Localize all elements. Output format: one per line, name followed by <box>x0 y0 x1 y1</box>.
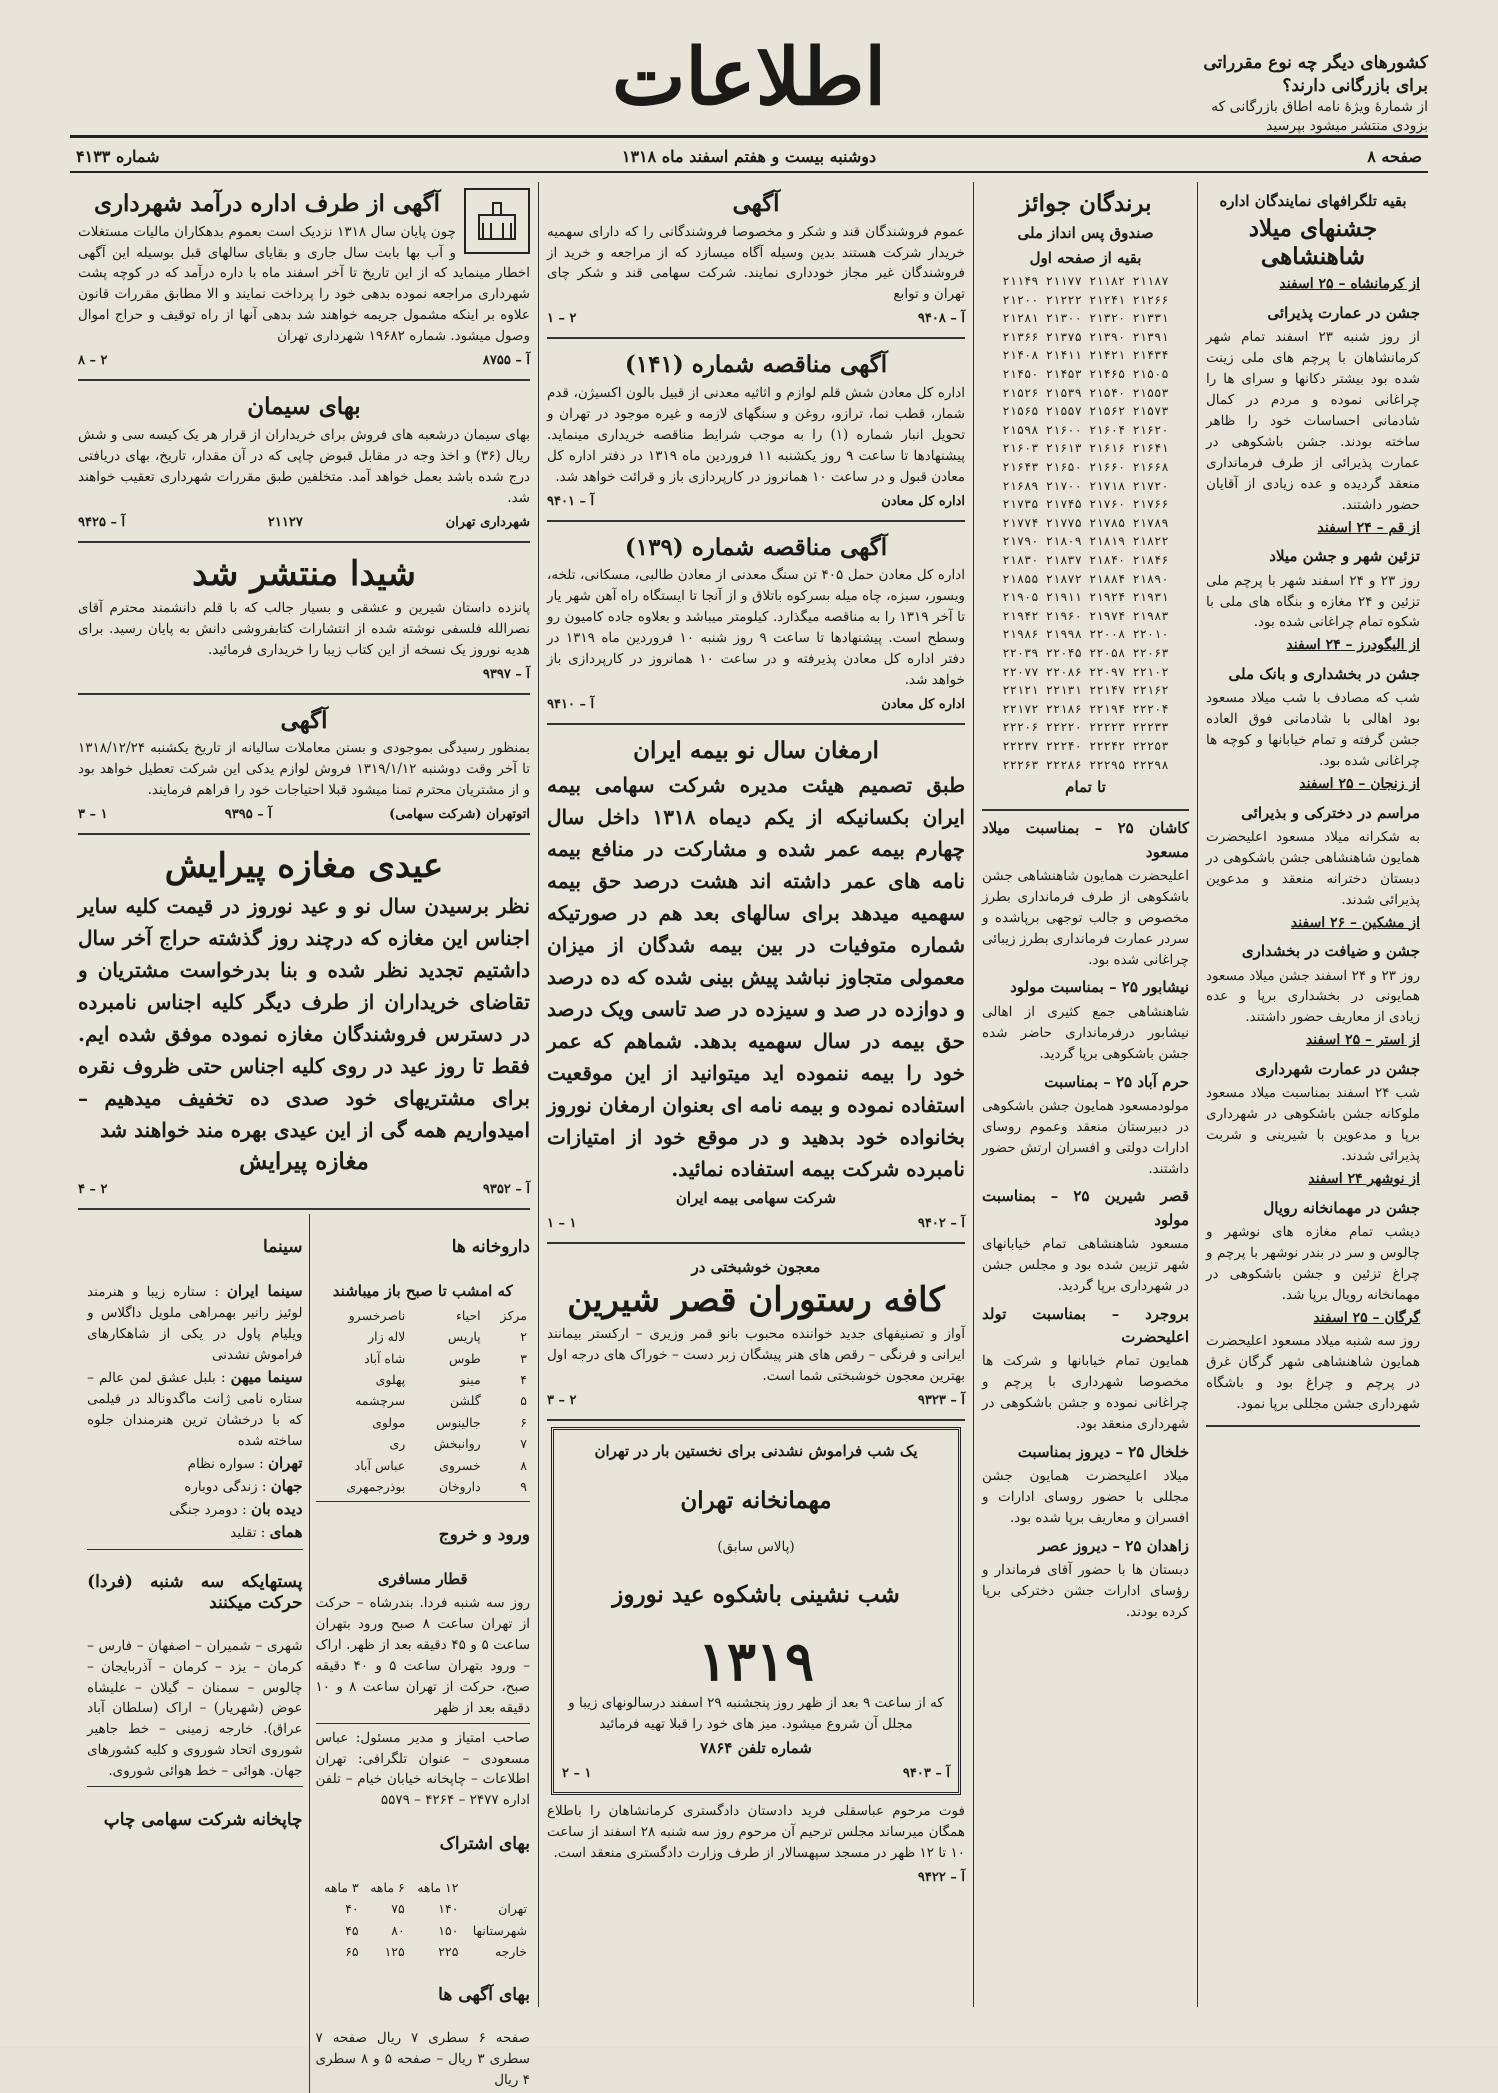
winners-row: ۲۱۷۷۴ ۲۱۷۷۵ ۲۱۷۸۵ ۲۱۷۸۹ <box>1002 515 1169 530</box>
table-cell: ۶ <box>520 1414 527 1430</box>
publisher-info <box>316 1728 530 2091</box>
auto-tehran-code: آ – ۹۳۹۵ <box>224 807 272 823</box>
table-cell: ۲۲۵ <box>438 1944 459 1960</box>
dispatch-head: مراسم در دخترکی و بذیرائی <box>1241 803 1420 822</box>
insurance-ad <box>547 729 965 1244</box>
table-cell: جالینوس <box>436 1414 481 1430</box>
cafe-ad-title: کافه رستوران قصر شیرین <box>567 1280 945 1321</box>
table-cell: شهرستانها <box>472 1922 527 1938</box>
article-intro: بقیه تلگرافهای نمایندگان اداره <box>1219 192 1407 210</box>
masthead-note-title2: برای بازرگانی دارند؟ <box>1282 75 1428 96</box>
dispatch-place: از نوشهر ۲۴ اسفند <box>1308 1170 1420 1187</box>
cinema-film: ستاره زیبا و هنرمند لوئیز رانیر بهمراهی ملویل داگلاس و ویلیام پاول در یکی از شاهکارهای فراموش نشدنی <box>87 1283 303 1363</box>
auto-tehran-title: آگهی <box>280 706 328 734</box>
insurance-ad-sign: شرکت سهامی بیمه ایران <box>675 1188 837 1207</box>
table-cell: تهران <box>498 1901 527 1917</box>
tender-139-code: آ – ۹۴۱۰ <box>547 696 595 712</box>
table-cell: خسروی <box>439 1457 481 1473</box>
winners-row: ۲۲۲۳۷ ۲۲۲۴۰ ۲۲۲۴۲ ۲۲۲۵۳ <box>1002 738 1169 753</box>
post-departures-title: پستهایکه سه شنبه (فردا) حرکت میکنند <box>87 1572 303 1613</box>
winners-list <box>982 272 1189 774</box>
dispatch-head: جشن در عمارت پذیرائی <box>1267 304 1420 323</box>
city-news-place: حرم آباد ۲۵ – بمناسبت <box>1044 1072 1189 1091</box>
cement-price-title: بهای سیمان <box>247 393 361 421</box>
dispatch-text: به شکرانه میلاد مسعود اعلیحضرت همایون شاهنشاهی جشن باشکوهی در دبستان دخترانه منعقد و مدعوین پذیرائی شدند. <box>1206 828 1420 908</box>
dispatch-place: گرگان – ۲۵ اسفند <box>1313 1309 1420 1326</box>
table-cell: ناصرخسرو <box>348 1307 406 1323</box>
table-cell: ۷ <box>520 1436 527 1452</box>
dispatch-place: از قم – ۲۴ اسفند <box>1317 519 1420 536</box>
pirayesh-ad-text: نظر برسیدن سال نو و عید نوروز در قیمت کلیه سایر اجناس این مغازه که درچند روز گذشته حراج آخر سال داشتیم تجدید نظر شده و بنا بدرخواست مشتریان و تقاضای خریداران از طرف دیگر کلیه اجناس نامبرده در دسترس فروشندگان مغازه نموده موفق شده ایم. فقط تا روز عید در روی کلیه اجناس حتی ظروف نقره برای مشتریهای خود صدی ده تخفیف میدهیم – امیدواریم همه گی از این عیدی بهره مند خواهند شد <box>78 894 530 1143</box>
table-cell: مینو <box>459 1372 481 1387</box>
column-right-center <box>973 182 1198 2007</box>
winners-row: ۲۱۴۵۰ ۲۱۴۵۳ ۲۱۴۶۵ ۲۱۵۰۵ <box>1002 367 1169 382</box>
table-cell: طوس <box>449 1350 481 1366</box>
hotel-ad-code: آ – ۹۴۰۳ <box>902 1766 950 1782</box>
table-cell: ۲ <box>520 1329 527 1345</box>
winners-row: ۲۱۱۴۹ ۲۱۱۷۷ ۲۱۱۸۲ ۲۱۱۸۷ <box>1002 274 1169 289</box>
winners-row: ۲۱۷۳۵ ۲۱۷۴۵ ۲۱۷۶۰ ۲۱۷۶۶ <box>1002 497 1169 512</box>
table-cell: پاریس <box>447 1329 481 1345</box>
tender-139-text: اداره کل معادن حمل ۴۰۵ تن سنگ معدنی از معادن طالبی، مسکانی، تلخه، ویسور، سبزه، چاه میله بسرکوه باتلاق و از آنجا تا ایستگاه راه آهن شهر یار تا آخر ۱۳۱۹ را به مناقصه میگذارد. کیلومتر میباشد و بعلاوه جاده کامیون رو وسطح است. پیشنهادها تا ساعت ۹ روز شنبه ۱۰ فروردین ماه ۱۳۱۹ در دفتر اداره کل معادن پذیرفته و در ساعت ۱۰ همانروز در کارپردازی باز خواهد شد. <box>547 567 966 688</box>
cement-price-sign: شهرداری تهران <box>445 514 530 530</box>
page-number: صفحه ۸ <box>1367 147 1422 166</box>
obituary-notice <box>547 1801 965 1888</box>
city-news-item <box>982 817 1189 970</box>
hotel-ad-phone: شماره تلفن ۷۸۶۴ <box>700 1738 812 1757</box>
prize-winners <box>982 182 1189 811</box>
winners-row: ۲۲۰۳۹ ۲۲۰۴۵ ۲۲۰۵۸ ۲۲۰۶۳ <box>1002 645 1169 660</box>
cinema-item: همای : تقلید <box>230 1523 303 1542</box>
table-cell: احیاء <box>456 1307 481 1323</box>
city-news-item <box>982 1071 1189 1180</box>
listings-left-half <box>87 1214 308 1853</box>
dispatch-head: جشن در مهمانخانه رویال <box>1263 1198 1420 1217</box>
table-cell: ۱۲۵ <box>384 1944 405 1960</box>
dispatch-head: جشن و ضیافت در بخشداری <box>1241 942 1420 961</box>
hotel-ad-text: که از ساعت ۹ بعد از ظهر روز پنجشنبه ۲۹ اسفند درسالونهای زیبا و مجلل آن شروع میشود. میز های خود را قبلا تهیه فرمائید <box>568 1695 944 1732</box>
city-news-item <box>982 976 1189 1064</box>
table-cell: روانبخش <box>433 1436 481 1452</box>
table-row <box>316 1476 530 1497</box>
winners-subtitle: صندوق پس انداز ملی <box>1017 223 1154 242</box>
cinema-film: زندگی دوباره <box>184 1478 258 1495</box>
table-row <box>316 1877 530 1898</box>
publisher-text: صاحب امتیاز و مدیر مسئول: عباس مسعودی – عنوان تلگرافی: تهران اطلاعات – چاپخانه خیابان خیام – تلفن اداره ۲۴۷۷ – ۴۲۶۴ – ۵۵۷۹ <box>315 1729 530 1809</box>
tender-141-text: اداره کل معادن شش قلم لوازم و اثاثیه معدنی از قبیل بالون اکسیژن، قدم شمار، قطب نما، ترازو، روغن و سنگهای لازمه و غیره موجود در تهران و تحویل انبار شماره (۱) را به موجب شرایط مناقصه خریداری مینماید. پیشنهادها تا ساعت ۹ روز یکشنبه ۱۱ فروردین ماه ۱۳۱۹ در دفتر اداره کل معادن قبول و در ساعت ۱۰ همانروز در کارپردازی باز و قرائت خواهد شد. <box>547 385 966 485</box>
city-news-place: زاهدان ۲۵ – دیروز عصر <box>1038 1536 1189 1555</box>
table-row <box>316 1898 530 1919</box>
article-title: جشنهای میلاد شاهنشاهی <box>1248 215 1378 270</box>
printing-house: چاپخانه شرکت سهامی چاپ <box>103 1809 303 1830</box>
hotel-ad-name: مهمانخانه تهران <box>680 1486 832 1514</box>
dispatch-item <box>1206 1169 1420 1306</box>
winners-row: ۲۱۶۸۹ ۲۱۷۰۰ ۲۱۷۱۸ ۲۱۷۲۰ <box>1002 478 1169 493</box>
masthead <box>70 30 1428 138</box>
table-cell: ۶۵ <box>345 1944 359 1960</box>
cafe-ad-pre: معجون خوشبختی در <box>691 1258 821 1277</box>
dispatch-item <box>1206 635 1420 772</box>
winners-row: ۲۱۴۰۸ ۲۱۴۱۱ ۲۱۴۲۱ ۲۱۴۳۴ <box>1002 348 1169 363</box>
pirayesh-ad <box>78 839 530 1210</box>
table-cell: ۴۵ <box>345 1922 359 1938</box>
table-row <box>316 1390 530 1411</box>
pirayesh-ad-sign: مغازه پیرایش <box>239 1148 369 1176</box>
masthead-note <box>1188 52 1428 136</box>
municipality-ad <box>78 182 530 381</box>
sugar-ad-code: آ – ۹۴۰۸ <box>917 311 965 327</box>
arrivals-text: روز سه شنبه فردا. بندرشاه – حرکت از تهران ساعت ۸ صبح ورود بتهران ساعت ۵ و ۴۵ دقیقه بعد از ظهر. اراک – ورود بتهران ساعت ۵ و ۴۰ دقیقه صبح، حرکت از تهران ساعت ۸ و ۱۰ دقیقه بعد از ظهر <box>315 1595 531 1716</box>
arrivals <box>316 1525 530 1719</box>
municipality-ad-title: آگهی از طرف اداره درآمد شهرداری <box>93 190 441 217</box>
hotel-ad-former: (پالاس سابق) <box>717 1539 795 1556</box>
dispatch-head: جشن در عمارت شهرداری <box>1255 1060 1420 1079</box>
table-row <box>316 1348 530 1369</box>
listings-right-half <box>309 1214 530 2093</box>
auto-tehran-notice <box>78 699 530 836</box>
city-news-place: نیشابور ۲۵ – بمناسبت مولود <box>1010 978 1189 997</box>
cinema-listings <box>87 1237 302 1545</box>
table-cell: مولوی <box>372 1414 406 1430</box>
issue-number: شماره ۴۱۳۳ <box>76 147 160 166</box>
dispatch-text: از روز شنبه ۲۳ اسفند تمام شهر کرمانشاهان با پرچم های ملی زینت شده بود بیشتر دکانها و سرای ها را چراغانی نموده و مردم در کمال شادمانی احساسات خود را ظاهر ساخته بودند. جشن باشکوهی در عمارت پذیرائی از طرف فرمانداری منعقد گردیده و عده زیادی از آقایان حضور داشتند. <box>1206 329 1420 513</box>
table-cell: خارجه <box>494 1944 527 1960</box>
cement-price <box>78 385 530 542</box>
dispatch-item <box>1206 1030 1420 1167</box>
table-cell: ۳ <box>520 1350 527 1366</box>
ad-rates-text: صفحه ۶ سطری ۷ ریال صفحه ۷ سطری ۳ ریال – صفحه ۵ و ۸ سطری ۴ ریال <box>315 2030 530 2088</box>
cinema-title: سینما <box>263 1236 303 1257</box>
city-news-item <box>982 1303 1189 1435</box>
dispatch-item <box>1206 1308 1420 1415</box>
cinema-film: سواره نظام <box>187 1455 255 1472</box>
table-cell: ۶ ماهه <box>370 1879 405 1895</box>
table-cell: ۹ <box>520 1478 527 1494</box>
table-row <box>316 1326 530 1347</box>
winners-row: ۲۱۶۰۳ ۲۱۶۱۳ ۲۱۶۱۶ ۲۱۶۴۱ <box>1002 441 1169 456</box>
pharmacies-subtitle: که امشب تا صبح باز میباشند <box>332 1281 513 1300</box>
cinema-film: تقلید <box>230 1525 257 1542</box>
hotel-ad <box>551 1427 961 1795</box>
table-cell: سرچشمه <box>355 1393 406 1409</box>
auto-tehran-sign: اتوتهران (شرکت سهامی) <box>389 807 530 823</box>
municipality-ad-num: ۲ – ۸ <box>78 353 108 369</box>
hotel-ad-num: ۱ – ۲ <box>562 1766 592 1782</box>
winners-row: ۲۲۱۲۱ ۲۲۱۳۱ ۲۲۱۴۷ ۲۲۱۶۲ <box>1002 683 1169 698</box>
tender-141-dept: اداره کل معادن <box>881 493 965 509</box>
table-cell: ۸۰ <box>391 1922 405 1938</box>
table-cell: ۸ <box>520 1457 527 1473</box>
dispatch-place: از کرمانشاه – ۲۵ اسفند <box>1279 276 1420 293</box>
cinema-item: جهان : زندگی دوباره <box>184 1476 303 1495</box>
pirayesh-ad-title: عیدی مغازه پیرایش <box>164 846 444 887</box>
cinema-list <box>87 1280 302 1545</box>
city-news-text: همایون تمام خیابانها و شرکت ها مخصوصا شهرداری با پرچم و چراغانی نموده و جشن باشکوهی در شهرداری منعقد بود. <box>982 1353 1189 1432</box>
winners-row: ۲۱۲۰۰ ۲۱۲۲۲ ۲۱۲۴۱ ۲۱۲۶۶ <box>1002 292 1169 307</box>
dispatch-item <box>1206 774 1420 911</box>
city-news-text: میلاد اعلیحضرت همایون جشن مجللی با حضور روسای ادارات و افسران و معاریف برپا شده بود. <box>982 1468 1189 1526</box>
city-news-place: کاشان ۲۵ – بمناسبت میلاد مسعود <box>982 819 1190 861</box>
cinema-film: بلبل عشق لمن عالم – ستاره نامی ژانت ماگدونالد در فیلمی که با درخشان ترین هنرمندان جلوه ساخته شده <box>87 1369 303 1449</box>
winners-row: ۲۱۸۵۵ ۲۱۸۷۲ ۲۱۸۸۴ ۲۱۸۹۰ <box>1002 571 1169 586</box>
city-news-text: شاهنشاهی جمع کثیری از اهالی نیشابور درفرمانداری حاضر شده جشن باشکوهی برپا گردید. <box>982 1003 1189 1062</box>
dispatch-text: روز ۲۳ و ۲۴ اسفند جشن میلاد مسعود همایونی در بخشداری برپا و عده زیادی از معاریف حضور داشتند. <box>1206 967 1421 1026</box>
cement-price-ref: ۲۱۱۲۷ <box>267 514 303 530</box>
table-cell: لاله زار <box>368 1329 406 1345</box>
winners-row: ۲۱۵۶۵ ۲۱۵۵۷ ۲۱۵۶۲ ۲۱۵۷۳ <box>1002 404 1169 419</box>
table-cell: ۳ ماهه <box>324 1879 359 1895</box>
winners-row: ۲۱۲۸۱ ۲۱۳۰۰ ۲۱۳۲۰ ۲۱۳۳۱ <box>1002 311 1169 326</box>
cafe-ad-code: آ – ۹۳۲۳ <box>917 1393 965 1409</box>
cement-price-text: بهای سیمان درشعبه های فروش برای خریداران از قرار هر یک کیسه سی و شش ریال (۳۶) و اخذ وجه در مقابل قبوض چاپی که در آن مقدار، تاریخ، بهای دریافتی درج شده باشد بعمل خواهد آمد. متخلفین طبق مقررات شهرداری تعقیب خواهند شد. <box>78 426 530 506</box>
insurance-ad-text: طبق تصمیم هیئت مدیره شرکت سهامی بیمه ایران بکسانیکه از یکم دیماه ۱۳۱۸ داخل سال چهارم بیمه عمر شده و مشارکت در منافع بیمه نامه های عمر داشته اند هشت درصد حق بیمه سهمیه میدهد برای سالهای بعد هم در صورتیکه شماره متوفیات در بین بیمه شدگان از میزان معمولی متجاوز نباشد پیش بینی شده که ده درصد و دوازده در صد و سیزده در صد تاسی ویک درصد حق بیمه در سال سهمیه بدهد. شماهم که عمر خود را بیمه ننموده اید میتوانید از این موقعیت استفاده نموده و بیمه نامه ای بعنوان ارمغان نوروز بخانواده خود بدهید و در موقع خود از امتیازات نامبرده شرکت بیمه استفاده نمائید. <box>547 772 965 1181</box>
dispatch-item <box>1206 274 1420 515</box>
hotel-ad-year: ۱۳۱۹ <box>697 1628 814 1693</box>
winners-title: برندگان جوائز <box>1019 190 1152 217</box>
table-cell: ۴۰ <box>345 1901 359 1917</box>
dispatch-place: از زنجان – ۲۵ اسفند <box>1299 776 1420 792</box>
winners-row: ۲۱۷۹۰ ۲۱۸۰۹ ۲۱۸۱۹ ۲۱۸۲۲ <box>1002 534 1169 549</box>
municipality-ad-text: چون پایان سال ۱۳۱۸ نزدیک است بعموم بدهکاران مالیات مستغلات و آب بها بابت سال جاری و بقایای سالهای قبل بوسیله این آگهی اخطار مینماید که از این تاریخ تا آخر اسفند ماه با داره درآمد که در کوچه پشت شهرداری مراجعه نموده بدهی خود را پرداخت نمایند و الا مطابق مقررات قانون علاوه بر اینکه مشمول جریمه خواهند شد بدهی آنها از راه توقیف و حراج اموال وصول میشود. شماره ۱۹۶۸۲ شهرداری تهران <box>78 223 530 345</box>
sugar-ad <box>547 182 965 339</box>
book-ad <box>78 547 530 695</box>
city-news-list <box>982 817 1189 1623</box>
newspaper-logo: اطلاعات <box>611 32 887 123</box>
post-departures <box>87 1572 302 1782</box>
cinema-name: سینما ایران <box>226 1281 303 1300</box>
dispatch-place: از مشکین – ۲۶ اسفند <box>1290 914 1420 931</box>
tender-141 <box>547 343 965 521</box>
dispatch-place: از استر – ۲۵ اسفند <box>1305 1032 1420 1049</box>
insurance-ad-title: ارمغان سال نو بیمه ایران <box>633 737 879 765</box>
table-cell: ۱۲ ماهه <box>417 1879 459 1895</box>
book-ad-text: پانزده داستان شیرین و عشقی و بسیار جالب که با قلم دانشمند محترم آقای نصرالله فلسفی نوشته شده از انتشارات کتابفروشی دانش به پایان رسید. برای هدیه نوروز یک نسخه از این کتاب زیبا را خریداری فرمائید. <box>78 599 530 658</box>
cafe-ad-text: آواز و تصنیفهای جدید خواننده محبوب بانو قمر وزیری – ارکستر بیمانند ایرانی و فرنگی – رقص های هنر پیشگان زبر دست – خوراک های درجه اول بهترین معجون خوشبختی شما است. <box>547 1326 965 1385</box>
table-cell: مرکز <box>500 1307 527 1323</box>
cinema-item: تهران : سواره نظام <box>187 1453 303 1472</box>
dispatch-place: از الیگودرز – ۲۴ اسفند <box>1286 637 1420 654</box>
obituary-text: فوت مرحوم عباسقلی فرید دادستان دادگستری کرمانشاهان را باطلاع همگان میرساند مجلس ترحیم آن مرحوم روز سه شنبه ۲۸ اسفند از ساعت ۱۰ تا ۱۲ ظهر در مسجد سپهسالار از طرف وزارت دادگستری منعقد است. <box>547 1803 965 1862</box>
cafe-ad-num: ۲ – ۳ <box>547 1393 577 1409</box>
cafe-ad <box>547 1248 965 1421</box>
sugar-ad-title: آگهی <box>732 190 780 217</box>
insurance-ad-num: ۱ – ۱ <box>547 1215 577 1231</box>
masthead-note-title: کشورهای دیگر چه نوع مقرراتی <box>1203 53 1428 73</box>
table-row <box>316 1920 530 1941</box>
book-ad-title: شیدا منتشر شد <box>192 553 416 594</box>
dispatch-item <box>1206 913 1420 1029</box>
tender-139-title: آگهی مناقصه شماره (۱۳۹) <box>624 533 888 561</box>
pharmacies-title: داروخانه ها <box>451 1236 530 1257</box>
winners-row: ۲۲۱۷۲ ۲۲۱۸۶ ۲۲۱۹۴ ۲۲۲۰۴ <box>1002 701 1169 716</box>
cinema-item: دیده بان : دومرد جنگی <box>169 1500 303 1519</box>
cinema-name: جهان <box>270 1476 303 1495</box>
dispatch-text: روز سه شنبه میلاد مسعود اعلیحضرت همایون شاهنشاهی شهر گرگان غرق در پرچم و چراغ بود و باشگاه شهرداری جشن مجللی برپا نمود. <box>1206 1333 1420 1413</box>
table-row <box>316 1455 530 1476</box>
winners-row: ۲۱۸۳۰ ۲۱۸۳۷ ۲۱۸۴۰ ۲۱۸۴۶ <box>1002 553 1169 567</box>
dispatch-head: تزئین شهر و جشن میلاد <box>1269 547 1420 566</box>
cinema-item: سینما میهن : بلبل عشق لمن عالم – ستاره نامی ژانت ماگدونالد در فیلمی که با درخشان ترین هنرمندان جلوه ساخته شده <box>87 1367 303 1449</box>
cinema-name: سینما میهن <box>230 1367 303 1386</box>
tender-139 <box>547 526 965 725</box>
city-news-text: اعلیحضرت همایون شاهنشاهی جشن باشکوهی از طرف فرمانداری بطرز مخصوص و جالب توجهی برپاشده و سردر عمارت فرمانداری بطرز زیبائی چراغانی شده بود. <box>982 867 1189 968</box>
table-row <box>316 1369 530 1390</box>
obituary-code: آ – ۹۴۲۲ <box>917 1870 965 1886</box>
dispatch-text: دیشب تمام مغازه های نوشهر و چالوس و سر در بندر نوشهر با پرچم و چراغ تزئین و جشن باشکوهی در مهمانخانه رویال برپا شد. <box>1206 1223 1420 1303</box>
table-cell: ۱۵۰ <box>438 1922 459 1938</box>
winners-row: ۲۲۲۶۳ ۲۲۲۸۶ ۲۲۲۹۵ ۲۲۲۹۸ <box>1002 757 1169 772</box>
city-news-text: مولودمسعود همایون جشن باشکوهی در دبیرستان منعقد وعموم روسای ادارات دولتی و افسران ارتش حضور داشتند. <box>982 1097 1189 1177</box>
pirayesh-ad-code: آ – ۹۳۵۲ <box>482 1181 530 1197</box>
column-center <box>538 182 973 2007</box>
winners-row: ۲۱۹۸۶ ۲۱۹۹۸ ۲۲۰۰۸ ۲۲۰۱۰ <box>1002 627 1169 642</box>
table-cell: بوذرجمهری <box>346 1478 406 1494</box>
table-cell: ری <box>389 1436 406 1452</box>
masthead-note-body: از شمارهٔ ویژهٔ نامه اطاق بازرگانی که بزودی منتشر میشود بپرسید <box>1211 98 1428 134</box>
city-news-item <box>982 1441 1189 1529</box>
hotel-ad-title: شب نشینی باشکوه عید نوروز <box>612 1581 900 1609</box>
winners-row: ۲۲۰۷۷ ۲۲۰۸۶ ۲۲۰۹۷ ۲۲۱۰۲ <box>1002 664 1169 679</box>
table-cell: ۴ <box>520 1372 527 1387</box>
subscription-title: بهای اشتراک <box>439 1833 530 1854</box>
tender-141-code: آ – ۹۴۰۱ <box>547 493 595 509</box>
city-news-place: قصر شیرین ۲۵ – بمناسبت مولود <box>982 1187 1189 1229</box>
subscription-table <box>316 1877 530 1963</box>
auto-tehran-num: ۱ – ۳ <box>78 807 108 823</box>
winners-row: ۲۱۵۹۸ ۲۱۶۰۰ ۲۱۶۰۴ ۲۱۶۲۰ <box>1002 422 1169 437</box>
dispatch-list <box>1206 274 1420 1415</box>
table-cell: عباس آباد <box>354 1457 406 1473</box>
winners-row: ۲۱۹۴۲ ۲۱۹۶۰ ۲۱۹۷۴ ۲۱۹۸۳ <box>1002 608 1169 623</box>
city-news-place: خلخال ۲۵ – دیروز بمناسبت <box>1017 1442 1189 1461</box>
arrivals-title: ورود و خروج <box>438 1524 530 1545</box>
issue-date: دوشنبه بیست و هفتم اسفند ماه ۱۳۱۸ <box>621 147 877 166</box>
winners-row: ۲۱۶۴۳ ۲۱۶۵۰ ۲۱۶۶۰ ۲۱۶۶۸ <box>1002 460 1169 475</box>
cinema-name: تهران <box>267 1453 303 1472</box>
dispatch-item <box>1206 518 1420 634</box>
column-left <box>70 182 538 2088</box>
arrivals-subtitle: قطار مسافری <box>377 1569 468 1588</box>
winners-row: ۲۲۲۰۶ ۲۲۲۲۰ ۲۲۲۲۳ ۲۲۲۳۳ <box>1002 720 1169 735</box>
tender-141-title: آگهی مناقصه شماره (۱۴۱) <box>624 351 888 379</box>
winners-row: ۲۱۹۰۵ ۲۱۹۱۱ ۲۱۹۲۴ ۲۱۹۳۱ <box>1002 590 1169 605</box>
table-row <box>316 1433 530 1454</box>
dateline <box>70 145 1428 173</box>
city-news-text: مسعود شاهنشاهی تمام خیابانهای شهر تزیین شده بود و مجلس جشن در شهرداری برپا گردید. <box>982 1235 1189 1294</box>
dispatch-text: روز ۲۳ و ۲۴ اسفند شهر با پرچم ملی تزئین و ۲۴ مغازه و بنگاه های ملی با شکوه تمام چراغانی شده بود. <box>1206 572 1420 631</box>
city-news-place: بروجرد – بمناسبت تولد اعلیحضرت <box>982 1304 1189 1346</box>
table-cell: شاه آباد <box>364 1350 406 1366</box>
table-cell <box>461 1877 530 1898</box>
pirayesh-ad-num: ۲ – ۴ <box>78 1181 108 1197</box>
table-cell: پهلوی <box>375 1372 406 1387</box>
table-row <box>316 1941 530 1962</box>
insurance-ad-code: آ – ۹۴۰۲ <box>917 1215 965 1231</box>
table-row <box>316 1305 530 1326</box>
table-cell: گلشن <box>449 1393 481 1409</box>
auto-tehran-text: بمنظور رسیدگی بموجودی و بستن معاملات سالیانه از تاریخ یکشنبه ۱۳۱۸/۱۲/۲۴ تا آخر وقت دوشنبه ۱۳۱۹/۱/۱۲ فروش لوازم یدکی این شرکت تعطیل خواهد بود و از مشتریان محترم تمنا میشود قبلا احتیاجات خود را فراهم فرمایند. <box>78 740 530 799</box>
book-ad-code: آ – ۹۳۹۷ <box>482 666 530 682</box>
celebrations-article <box>1206 182 1420 1427</box>
post-departures-text: شهری – شمیران – اصفهان – فارس – کرمان – یزد – کرمان – آذربایجان – چالوس – سمنان – گیلان – علیشاه عوض (شهریار) – اراک (سلطان آباد عراق). خارجه زمینی – خط جاهیر شوروی اتحاد شوروی و کلیه کشورهای جهان. هوائی – خط هوائی شوروی. <box>87 1637 303 1780</box>
cinema-name: همای <box>269 1523 303 1542</box>
column-right <box>1198 182 1428 2007</box>
dispatch-head: جشن در بخشداری و بانک ملی <box>1228 665 1420 684</box>
pharmacies-table <box>316 1305 530 1497</box>
winners-continued: بقیه از صفحه اول <box>1029 248 1142 267</box>
city-news-item <box>982 1185 1189 1296</box>
pharmacies <box>316 1237 530 1498</box>
municipality-emblem-icon <box>464 188 530 254</box>
table-cell: ۱۴۰ <box>438 1901 459 1917</box>
cinema-item: سینما ایران : ستاره زیبا و هنرمند لوئیز رانیر بهمراهی ملویل داگلاس و ویلیام پاول در یکی از شاهکارهای فراموش نشدنی <box>87 1281 303 1363</box>
ad-rates-title: بهای آگهی ها <box>438 1985 530 2006</box>
table-cell: ۷۵ <box>391 1901 405 1917</box>
municipality-ad-code: آ – ۸۷۵۵ <box>482 353 530 369</box>
dispatch-text: شب ۲۴ اسفند بمناسبت میلاد مسعود ملوکانه جشن باشکوهی در شهرداری برپا و مدعوین با شیرینی و شربت پذیرائی شدند. <box>1206 1085 1420 1165</box>
hotel-ad-pre: یک شب فراموش نشدنی برای نخستین بار در تهران <box>594 1442 918 1461</box>
sugar-ad-text: عموم فروشندگان قند و شکر و مخصوصا فروشندگانی را که دارای سهمیه خریدار شرکت هستند بدین وسیله آگاه میسازد که از مراجعه و خرید از فروشندگان غیر مجاز خودداری نمایند. شرکت سهامی قند و شکر چای تهران و توابع <box>547 223 965 303</box>
cinema-film: دومرد جنگی <box>169 1502 238 1519</box>
cinema-name: دیده بان <box>250 1500 303 1519</box>
tender-139-dept: اداره کل معادن <box>881 696 965 712</box>
dispatch-text: شب که مصادف با شب میلاد مسعود بود اهالی با شادمانی فوق العاده جشن گرفته و تمام خیابانها و کوچه ها چراغانی شده بود. <box>1206 690 1420 770</box>
table-cell: داروخان <box>438 1478 481 1494</box>
winners-end: تا تمام <box>1065 778 1106 797</box>
cement-price-code: آ – ۹۴۲۵ <box>78 514 126 530</box>
table-cell: ۵ <box>520 1393 527 1409</box>
winners-row: ۲۱۵۲۶ ۲۱۵۳۹ ۲۱۵۴۰ ۲۱۵۵۳ <box>1002 385 1169 400</box>
winners-row: ۲۱۳۶۶ ۲۱۳۷۵ ۲۱۳۹۰ ۲۱۳۹۱ <box>1002 329 1169 344</box>
table-row <box>316 1412 530 1433</box>
city-news-text: دبستان ها با حضور آقای فرماندار و رؤسای ادارات جشن دخترکی برپا کرده بودند. <box>982 1562 1189 1620</box>
sugar-ad-num: ۲ – ۱ <box>547 311 577 327</box>
city-news-item <box>982 1535 1189 1623</box>
